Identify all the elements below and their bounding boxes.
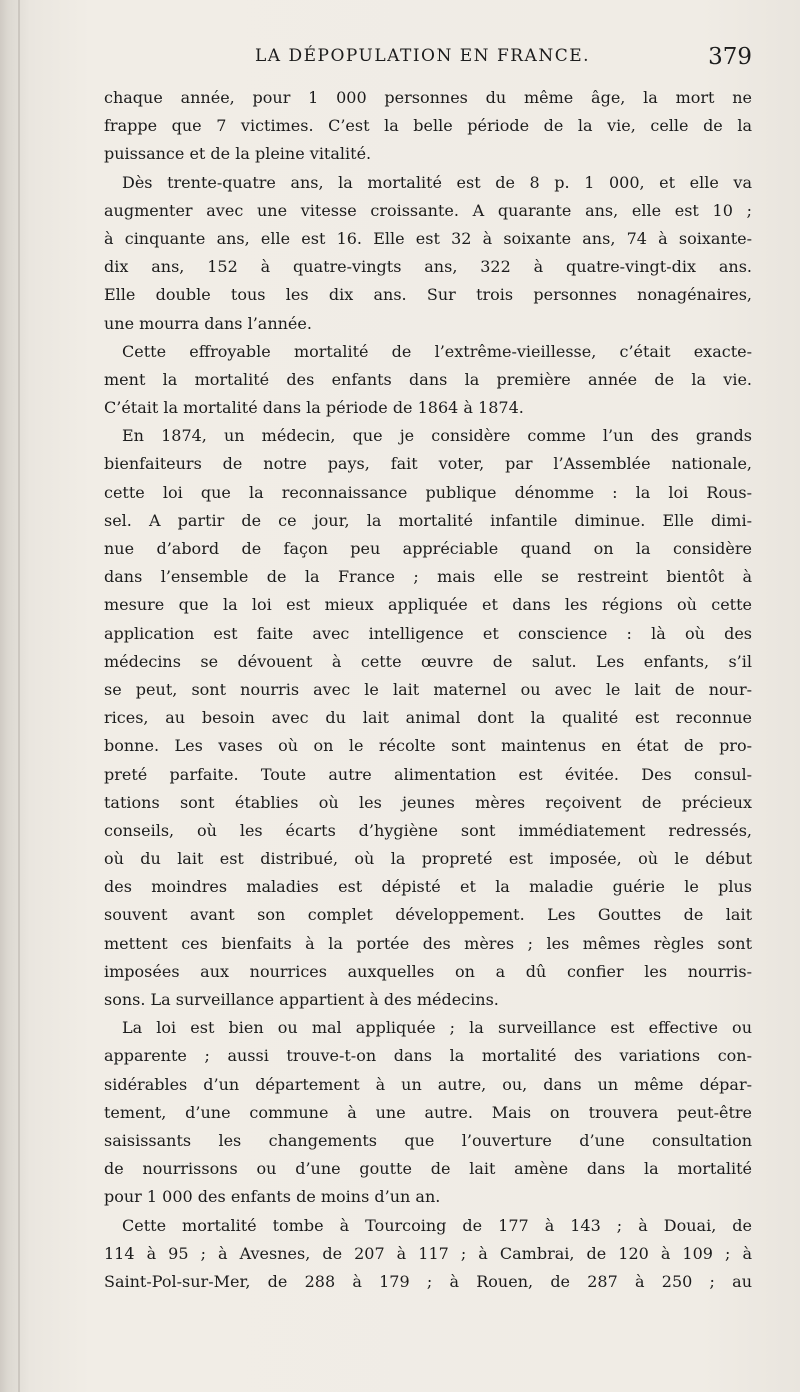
text-line: 114 à 95 ; à Avesnes, de 207 à 117 ; à Cambrai, de 120 à 109 ; à bbox=[104, 1243, 752, 1263]
text-line: Dès trente-quatre ans, la mortalité est de 8 p. 1 000, et elle va bbox=[122, 172, 752, 192]
text-line: La loi est bien ou mal appliquée ; la surveillance est effective ou bbox=[122, 1018, 752, 1038]
text-line: dans l’ensemble de la France ; mais elle se restreint bientôt à bbox=[104, 567, 752, 587]
binding-shadow bbox=[18, 0, 20, 1392]
text-line: Elle double tous les dix ans. Sur trois personnes nonagénaires, bbox=[104, 285, 752, 305]
body-text bbox=[104, 88, 752, 1300]
text-line: mesure que la loi est mieux appliquée et dans les régions où cette bbox=[104, 595, 752, 615]
text-line: En 1874, un médecin, que je considère comme l’un des grands bbox=[122, 426, 752, 446]
text-line: saisissants les changements que l’ouverture d’une consultation bbox=[104, 1130, 752, 1150]
text-line: preté parfaite. Toute autre alimentation est évitée. Des consul- bbox=[104, 764, 752, 784]
text-line: puissance et de la pleine vitalité. bbox=[104, 144, 372, 164]
running-title: LA DÉPOPULATION EN FRANCE. bbox=[255, 46, 591, 66]
text-line: imposées aux nourrices auxquelles on a dû confier les nourris- bbox=[104, 961, 752, 981]
text-line: bonne. Les vases où on le récolte sont maintenus en état de pro- bbox=[104, 736, 752, 756]
text-line: ment la mortalité des enfants dans la première année de la vie. bbox=[104, 369, 752, 389]
text-line: tations sont établies où les jeunes mères reçoivent de précieux bbox=[104, 792, 752, 812]
text-line: application est faite avec intelligence et conscience : là où des bbox=[104, 623, 752, 643]
text-line: apparente ; aussi trouve-t-on dans la mortalité des variations con- bbox=[104, 1046, 752, 1066]
text-line: nue d’abord de façon peu appréciable quand on la considère bbox=[104, 539, 752, 558]
text-line: chaque année, pour 1 000 personnes du même âge, la mort ne bbox=[104, 88, 752, 107]
text-line: Cette effroyable mortalité de l’extrême-vieillesse, c’était exacte- bbox=[122, 341, 752, 361]
text-line: à cinquante ans, elle est 16. Elle est 32 à soixante ans, 74 à soixante- bbox=[104, 228, 752, 248]
text-line: de nourrissons ou d’une goutte de lait amène dans la mortalité bbox=[104, 1159, 752, 1179]
text-line: médecins se dévouent à cette œuvre de salut. Les enfants, s’il bbox=[104, 651, 752, 671]
text-line: C’était la mortalité dans la période de 1864 à 1874. bbox=[104, 398, 524, 418]
text-line: Saint-Pol-sur-Mer, de 288 à 179 ; à Rouen, de 287 à 250 ; au bbox=[104, 1271, 752, 1291]
text-line: se peut, sont nourris avec le lait maternel ou avec le lait de nour- bbox=[104, 679, 752, 699]
text-line: des moindres maladies est dépisté et la maladie guérie le plus bbox=[104, 877, 752, 897]
text-line: bienfaiteurs de notre pays, fait voter, par l’Assemblée nationale, bbox=[104, 454, 752, 474]
text-line: Cette mortalité tombe à Tourcoing de 177 à 143 ; à Douai, de bbox=[122, 1215, 752, 1235]
text-line: mettent ces bienfaits à la portée des mères ; les mêmes règles sont bbox=[104, 933, 752, 953]
text-line: augmenter avec une vitesse croissante. A quarante ans, elle est 10 ; bbox=[104, 200, 752, 220]
text-line: rices, au besoin avec du lait animal dont la qualité est reconnue bbox=[104, 708, 752, 728]
text-line: sel. A partir de ce jour, la mortalité infantile diminue. Elle dimi- bbox=[104, 510, 752, 530]
text-line: souvent avant son complet développement. Les Gouttes de lait bbox=[104, 905, 752, 925]
text-line: cette loi que la reconnaissance publique dénomme : la loi Rous- bbox=[104, 482, 752, 502]
text-line: une mourra dans l’année. bbox=[104, 313, 312, 333]
text-line: sidérables d’un département à un autre, ou, dans un même dépar- bbox=[104, 1074, 752, 1094]
text-line: où du lait est distribué, où la propreté est imposée, où le début bbox=[104, 849, 752, 869]
text-line: frappe que 7 victimes. C’est la belle période de la vie, celle de la bbox=[104, 116, 752, 136]
text-line: pour 1 000 des enfants de moins d’un an. bbox=[104, 1187, 441, 1207]
page-number: 379 bbox=[708, 44, 752, 70]
text-line: tement, d’une commune à une autre. Mais on trouvera peut-être bbox=[104, 1102, 752, 1122]
text-line: conseils, où les écarts d’hygiène sont immédiatement redressés, bbox=[104, 820, 752, 840]
text-line: sons. La surveillance appartient à des médecins. bbox=[104, 990, 499, 1009]
text-line: dix ans, 152 à quatre-vingts ans, 322 à quatre-vingt-dix ans. bbox=[104, 257, 752, 277]
